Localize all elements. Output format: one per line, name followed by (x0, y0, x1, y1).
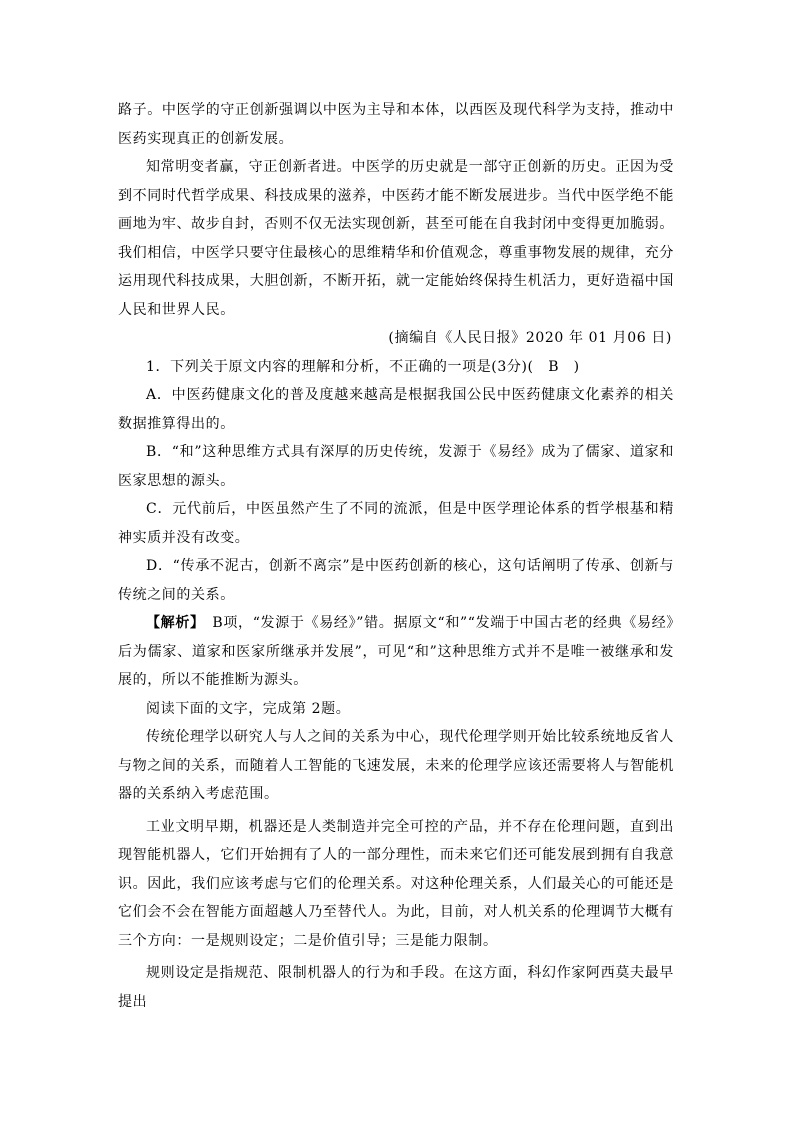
analysis (118, 609, 674, 695)
reading-instruction: 阅读下面的文字，完成第 2题。 (146, 700, 351, 717)
document-body (118, 96, 674, 1016)
source-citation: (摘编自《人民日报》2020 年 01 月06 日) (388, 330, 672, 346)
analysis-text: B项，“发源于《易经》”错。据原文“和”“发端于中国古老的经典《易经》后为儒家、道家和医家所继承并发展”，可见“和”这种思维方式并不是唯一被继承和发展的，所以不能推断为源头。 (118, 615, 674, 688)
question-stem: 1．下列关于原文内容的理解和分析，不正确的一项是(3分)( B ) (146, 358, 580, 375)
passage-paragraph: 工业文明早期，机器还是人类制造并完全可控的产品，并不存在伦理问题，直到出现智能机器人，它们开始拥有了人的一部分理性，而未来它们还可能发展到拥有自我意识。因此，我们应该考虑与它们的伦理关系。对这种伦理关系，人们最关心的可能还是它们会不会在智能方面超越人乃至替代人。为此，目前，对人机关系的伦理调节大概有三个方向：一是规则设定；二是价值引导；三是能力限制。 (118, 818, 674, 949)
analysis-label: 【解析】 (146, 615, 198, 631)
passage-paragraph: 传统伦理学以研究人与人之间的关系为中心，现代伦理学则开始比较系统地反省人与物之间的关系，而随着人工智能的飞速发展，未来的伦理学应该还需要将人与智能机器的关系纳入考虑范围。 (118, 729, 674, 802)
option-a: A．中医药健康文化的普及度越来越高是根据我国公民中医药健康文化素养的相关数据推算得出的。 (118, 387, 674, 432)
passage-paragraph: 规则设定是指规范、限制机器人的行为和手段。在这方面，科幻作家阿西莫夫最早提出 (118, 965, 674, 1010)
option-c: C．元代前后，中医虽然产生了不同的流派，但是中医学理论体系的哲学根基和精神实质并没有改变。 (118, 501, 674, 546)
paragraph-continuation: 路子。中医学的守正创新强调以中医为主导和本体，以西医及现代科学为支持，推动中医药实现真正的创新发展。 (118, 102, 674, 147)
paragraph: 知常明变者赢，守正创新者进。中医学的历史就是一部守正创新的历史。正因为受到不同时代哲学成果、科技成果的滋养，中医药才能不断发展进步。当代中医学绝不能画地为牢、故步自封，否则不仅无法实现创新，甚至可能在自我封闭中变得更加脆弱。我们相信，中医学只要守住最核心的思维精华和价值观念，尊重事物发展的规律，充分运用现代科技成果，大胆创新，不断开拓，就一定能始终保持生机活力，更好造福中国人民和世界人民。 (118, 159, 674, 318)
option-b: B．“和”这种思维方式具有深厚的历史传统，发源于《易经》成为了儒家、道家和医家思想的源头。 (118, 444, 674, 489)
option-d: D．“传承不泥古，创新不离宗”是中医药创新的核心，这句话阐明了传承、创新与传统之间的关系。 (118, 558, 674, 603)
